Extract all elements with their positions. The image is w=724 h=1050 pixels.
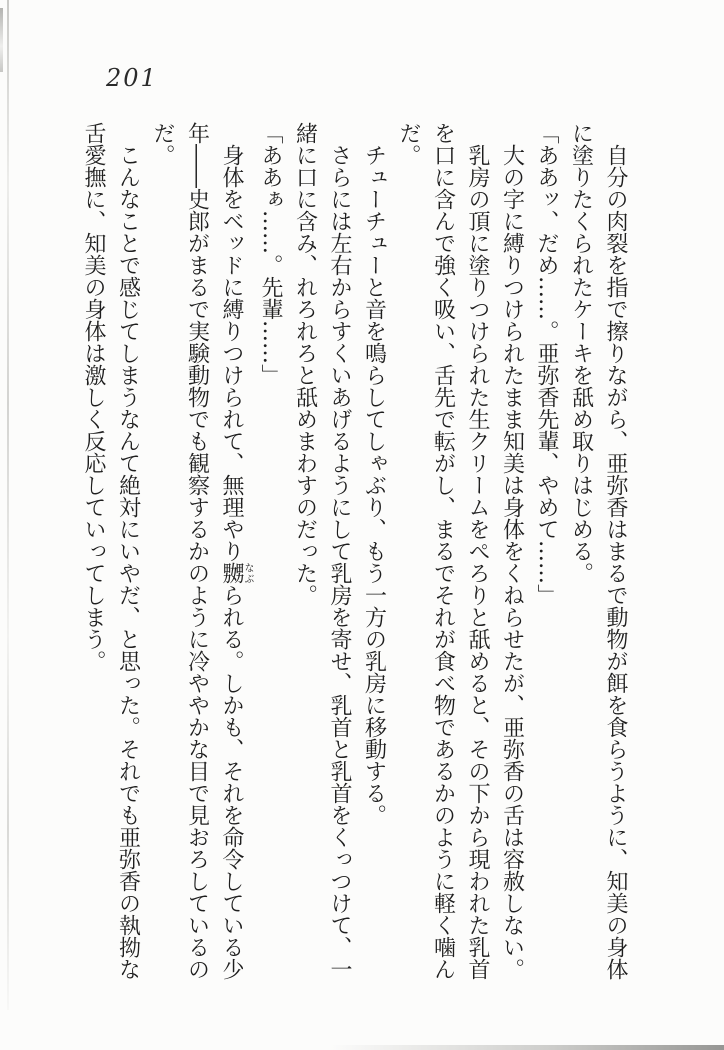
ruby-base: 嬲: [219, 562, 244, 584]
page-edge-mark-artifact: [0, 8, 3, 72]
paragraph-segment: られる。しかも、それを命令している少年――史郎がまるで実験動物でも観察するかのように冷ややかな目で見おろしているのだ。: [150, 122, 244, 980]
paragraph-narration: 大の字に縛りつけられたまま知美は身体をくねらせたが、亜弥香の舌は容赦しない。: [499, 144, 525, 980]
body-text: [76, 122, 633, 984]
page-number: 201: [106, 64, 158, 92]
paragraph-narration: こんなことで感じてしまうなんて絶対にいやだ、と思った。それでも亜弥香の執拗な舌愛撫に、知美の身体は激しく反応していってしまう。: [81, 122, 141, 980]
paragraph-narration: 乳房の頂に塗りつけられた生クリームをぺろりと舐めると、その下から現われた乳首を口に含んで強く吸い、舌先で転がし、まるでそれが食べ物であるかのように軽く噛んだ。: [396, 122, 490, 980]
paragraph-segment: 身体をベッドに縛りつけられて、無理やり: [219, 144, 244, 562]
ruby-furigana: なぶ: [242, 562, 253, 584]
page-bottom-shadow-artifact: [330, 1045, 724, 1050]
paragraph-narration: [145, 122, 253, 984]
paragraph-dialogue: 「ああッ、だめ……。亜弥香先輩、やめて……」: [534, 122, 559, 606]
paragraph-narration: さらには左右からすくいあげるようにして乳房を寄せ、乳首と乳首をくっつけて、一緒に口に含み、れろれろと舐めまわすのだった。: [292, 122, 352, 980]
paragraph-narration: チューチューと音を鳴らしてしゃぶり、もう一方の乳房に移動する。: [361, 144, 387, 826]
paragraph-dialogue: 「ああぁ……。先輩……」: [258, 122, 283, 386]
page-edge-line-artifact: [7, 0, 9, 1010]
paragraph-narration: 自分の肉裂を指で擦りながら、亜弥香はまるで動物が餌を食らうように、知美の身体に塗りたくられたケーキを舐め取りはじめる。: [568, 122, 628, 980]
ruby-annotation: [219, 562, 253, 584]
